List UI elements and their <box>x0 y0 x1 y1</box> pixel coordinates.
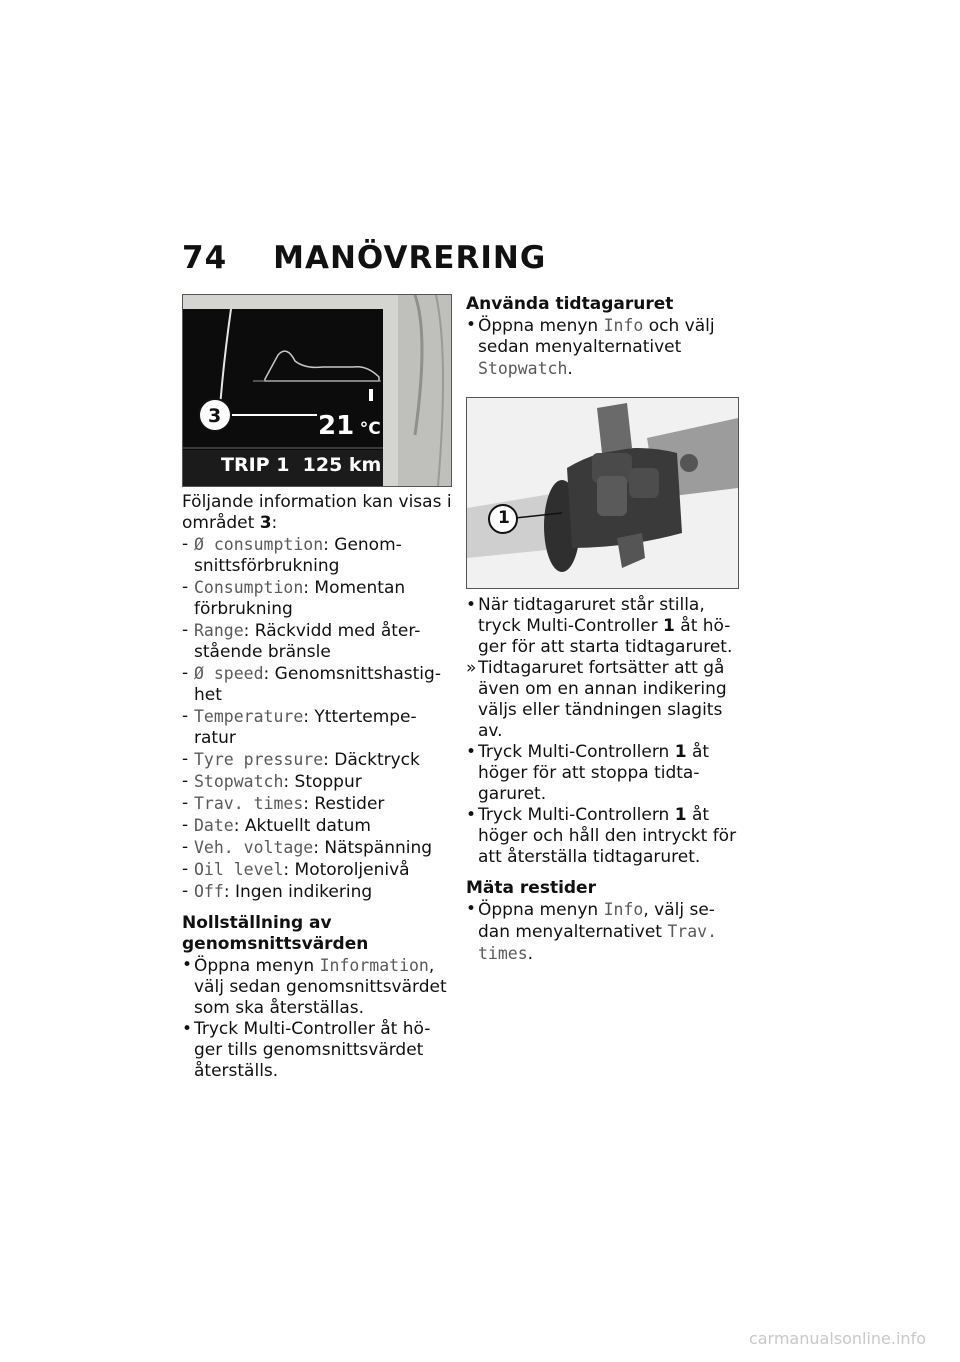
intro-ref: 3 <box>259 513 272 533</box>
info-list-item: - Range: Räckvidd med åter- stående bränsle <box>182 620 421 662</box>
intro-text: Följande information kan visas i området 3: <box>182 492 452 533</box>
info-code: Tyre pressure <box>194 750 324 769</box>
info-code: Veh. voltage <box>194 838 314 857</box>
stopwatch-step: • Tryck Multi-Controllern 1 åt höger och håll den intryckt för att återställa tidtagaruret. <box>466 805 737 867</box>
info-list-item: - Tyre pressure: Däcktryck <box>182 749 420 770</box>
controller-ref: 1 <box>674 805 687 825</box>
info-code: Stopwatch <box>194 772 284 791</box>
controller-ref: 1 <box>663 616 675 636</box>
stopwatch-step: • När tidtagaruret står stilla, tryck Multi-Controller 1 åt hö-ger för att starta tidtagaruret. <box>466 595 733 657</box>
temperature-unit: °C <box>359 419 381 439</box>
section-title: MANÖVRERING <box>273 240 547 276</box>
controller-callout: 1 <box>498 508 510 528</box>
info-list-item: - Ø consumption: Genom- snittsförbrukning <box>182 534 402 576</box>
left-column <box>182 492 452 1082</box>
info-list-item: - Oil level: Motoroljenivå <box>182 859 410 880</box>
temperature-value: 21 <box>318 411 355 441</box>
controller-ref: 1 <box>674 742 687 762</box>
display-temperature <box>318 411 381 441</box>
info-list-item: - Veh. voltage: Nätspänning <box>182 837 433 858</box>
figure-controller <box>466 397 739 589</box>
info-code: Off <box>194 882 224 901</box>
display-callout: 3 <box>208 405 222 427</box>
info-code: Date <box>194 816 234 835</box>
stopwatch-heading: Använda tidtagaruret <box>466 294 674 314</box>
stopwatch-step: • Tryck Multi-Controllern 1 åt höger för att stoppa tidta-garuret. <box>466 742 710 804</box>
figure-display <box>182 294 452 487</box>
info-list-item: - Date: Aktuellt datum <box>182 815 371 836</box>
travel-heading: Mäta restider <box>466 878 596 898</box>
info-code: Consumption <box>194 578 304 597</box>
travel-step: • Öppna menyn Info, välj se-dan menyalternativet Trav. times. <box>466 899 718 964</box>
info-code: Range <box>194 621 244 640</box>
info-list-item: - Trav. times: Restider <box>182 793 385 814</box>
info-code: Ø speed <box>194 664 264 683</box>
info-list-item: - Temperature: Yttertempe- ratur <box>182 706 417 748</box>
info-list <box>182 534 452 903</box>
reset-heading: Nollställning av genomsnittsvärden <box>182 913 369 954</box>
info-list-item: - Consumption: Momentan förbrukning <box>182 577 406 619</box>
footer-watermark: carmanualsonline.info <box>748 1329 926 1348</box>
right-column-lower <box>466 595 738 965</box>
controller-illustration <box>467 398 738 588</box>
reset-step-1: • Öppna menyn Information, välj sedan genomsnittsvärdet som ska återställas. <box>182 955 447 1018</box>
info-list-item: - Ø speed: Genomsnittshastig- het <box>182 663 441 705</box>
stopwatch-step: » Tidtagaruret fortsätter att gå även om en annan indikering väljs eller tändningen slagits av. <box>466 658 727 741</box>
info-code: Ø consumption <box>194 535 324 554</box>
info-list-item: - Off: Ingen indikering <box>182 881 373 902</box>
stopwatch-step-open: • Öppna menyn Info och välj sedan menyalternativet Stopwatch. <box>466 315 715 379</box>
info-code: Temperature <box>194 707 304 726</box>
page-number: 74 <box>182 240 228 276</box>
reset-step-2: • Tryck Multi-Controller åt hö-ger tills genomsnittsvärdet återställs. <box>182 1019 431 1081</box>
right-column <box>466 294 738 380</box>
page-heading <box>182 240 546 276</box>
info-list-item: - Stopwatch: Stoppur <box>182 771 362 792</box>
info-code: Trav. times <box>194 794 304 813</box>
info-code: Oil level <box>194 860 284 879</box>
display-trip: TRIP 1 125 km <box>221 454 382 476</box>
stopwatch-steps <box>466 595 738 868</box>
